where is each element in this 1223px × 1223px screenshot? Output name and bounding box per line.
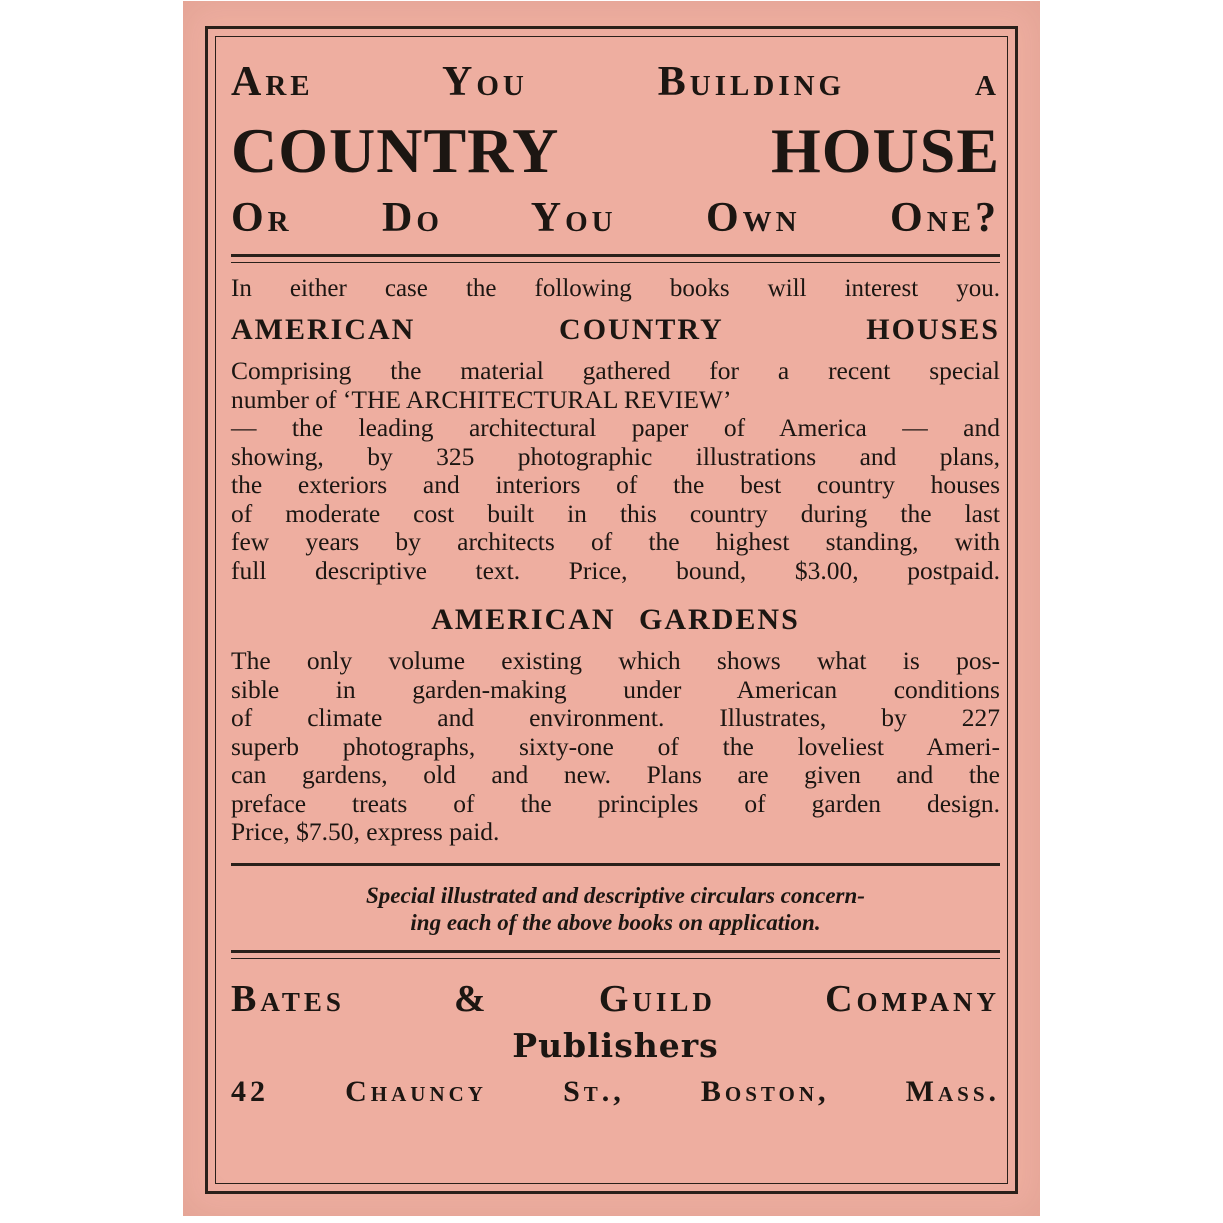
description-line: of climate and environment. Illustrates, by 227	[231, 703, 1000, 732]
intro-text: In either case the following books will interest you.	[231, 275, 1000, 302]
circulars-note	[231, 882, 1000, 936]
publisher-name: Bates & Guild Company	[231, 977, 1000, 1020]
divider-top	[231, 254, 1000, 263]
description-line: Price, $7.50, express paid.	[231, 817, 500, 846]
ad-content	[231, 56, 1000, 1115]
description-line: preface treats of the principles of garden design.	[231, 788, 1000, 818]
note-line: ing each of the above books on application.	[410, 909, 821, 935]
publisher-role: Publishers	[512, 1025, 719, 1065]
description-line: Comprising the material gathered for a recent special	[231, 356, 1000, 385]
book-description-country-houses	[231, 357, 1000, 585]
headline-country-house: COUNTRY HOUSE	[231, 115, 1000, 186]
description-line: sible in garden-making under American conditions	[231, 674, 1000, 704]
book-title-gardens: AMERICAN GARDENS	[431, 603, 800, 636]
description-line: full descriptive text. Price, bound, $3.00, postpaid.	[231, 555, 1000, 585]
description-line: of moderate cost built in this country during the last	[231, 498, 1000, 528]
headline-line-3: Or Do You Own One?	[231, 195, 1000, 241]
headline-line-1: Are You Building a	[231, 59, 1000, 105]
description-line: number of ‘THE ARCHITECTURAL REVIEW’	[231, 384, 732, 414]
book-title-country-houses: AMERICAN COUNTRY HOUSES	[231, 313, 1000, 346]
description-line: can gardens, old and new. Plans are given and the	[231, 760, 1000, 789]
description-line: — the leading architectural paper of America — and	[231, 413, 1000, 442]
advertisement-card	[183, 1, 1040, 1216]
book-description-gardens	[231, 647, 1000, 847]
description-line: The only volume existing which shows what is pos-	[231, 646, 1000, 675]
divider-middle	[231, 863, 1000, 866]
note-line: Special illustrated and descriptive circulars concern-	[366, 882, 865, 908]
divider-bottom	[231, 950, 1000, 959]
publisher-address: 42 Chauncy St., Boston, Mass.	[231, 1074, 1000, 1108]
description-line: superb photographs, sixty-one of the loveliest Ameri-	[231, 731, 1000, 761]
description-line: few years by architects of the highest standing, with	[231, 527, 1000, 556]
description-line: the exteriors and interiors of the best country houses	[231, 470, 1000, 499]
description-line: showing, by 325 photographic illustrations and plans,	[231, 441, 1000, 471]
